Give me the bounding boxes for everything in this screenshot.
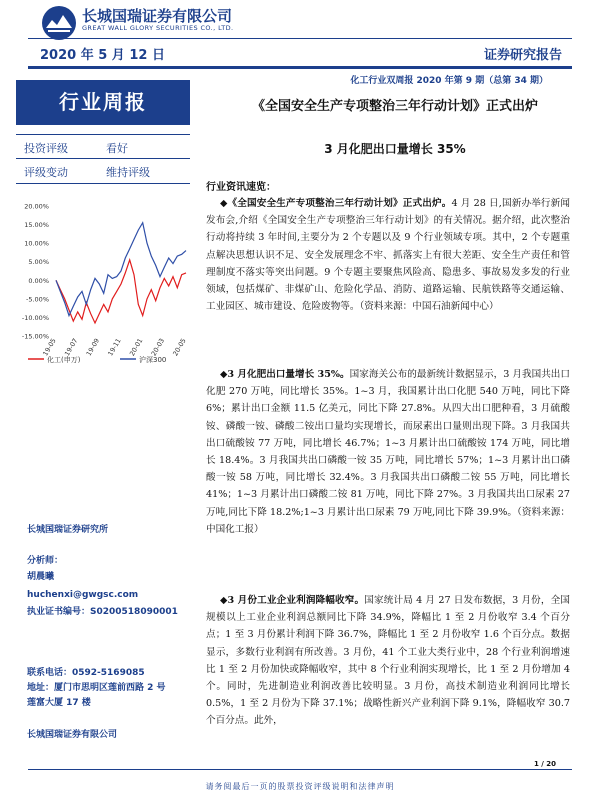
- report-type: 证券研究报告: [483, 48, 562, 63]
- report-date: 2020 年 5 月 12 日: [40, 48, 165, 63]
- main-title: 《全国安全生产专项整治三年行动计划》正式出炉: [251, 99, 538, 114]
- disclaimer: 请务阅最后一页的股票投资评级说明和法律声明: [205, 782, 395, 791]
- divider: [16, 134, 190, 135]
- divider: [28, 38, 572, 39]
- news-lead: ◆《全国安全生产专项整治三年行动计划》正式出炉。: [220, 198, 452, 209]
- issue-label: 化工行业双周报 2020 年第 9 期（总第 34 期）: [350, 76, 548, 86]
- divider: [28, 66, 572, 69]
- analyst-label: 分析师：: [27, 556, 64, 566]
- y-tick-label: 5.00%: [28, 258, 49, 267]
- sub-title: 3 月化肥出口量增长 35%: [324, 142, 466, 156]
- y-tick-label: 0.00%: [28, 276, 49, 285]
- research-institute: 长城国瑞证券研究所: [27, 525, 109, 535]
- x-tick-label: 20-03: [149, 337, 167, 358]
- address-line: 莲富大厦 17 楼: [27, 698, 91, 708]
- analyst-name: 胡晨曦: [27, 572, 55, 582]
- rating-row: [16, 136, 190, 158]
- y-tick-label: 15.00%: [24, 221, 49, 230]
- contact-phone: 联系电话：0592-5169085: [27, 668, 145, 678]
- company-name-en: GREAT WALL GLORY SECURITIES CO., LTD.: [82, 24, 234, 32]
- y-tick-label: -15.00%: [21, 332, 49, 341]
- certificate-number: 执业证书编号：S0200518090001: [27, 607, 178, 617]
- y-tick-label: 10.00%: [24, 239, 49, 248]
- legend-label: 沪深300: [139, 356, 167, 364]
- x-tick-label: 20-05: [171, 337, 188, 358]
- rating-key: 投资评级: [24, 142, 68, 155]
- x-tick-label: 19-05: [41, 337, 58, 358]
- rating-value: 维持评级: [106, 166, 150, 179]
- news-paragraph: [206, 366, 570, 538]
- divider: [28, 769, 572, 770]
- y-tick-label: 20.00%: [24, 202, 49, 211]
- analyst-email[interactable]: huchenxi@gwgsc.com: [27, 590, 139, 600]
- section-title: 行业资讯速览：: [206, 182, 276, 193]
- rating-key: 评级变动: [24, 166, 68, 179]
- news-lead: ◆3 月份工业企业利润降幅收窄。: [220, 595, 365, 606]
- series-line-1: [56, 223, 186, 316]
- performance-chart: [10, 196, 195, 366]
- page-number: 1 / 20: [533, 760, 556, 768]
- company-name: 长城国瑞证券有限公司: [82, 7, 233, 25]
- company-logo-icon: [40, 4, 78, 42]
- company-name-footer: 长城国瑞证券有限公司: [27, 730, 118, 740]
- x-tick-label: 19-07: [63, 337, 80, 358]
- rating-value: 看好: [106, 142, 128, 155]
- news-text: 国家统计局 4 月 27 日发布数据，3 月份，全国规模以上工业企业利润总额同比下降 34.9%，降幅比 1 至 2 月份收窄 3.4 个百分点；1 至 3 月份累计利润下降 36.7%，降幅比 1 至 2 月份收窄 1.6 个百分点。数据显示，多数行业利润有所改善。3 月份，41 个工业大类行业中，28 个行业利润增速比 1 至 2 月份加快或降幅收窄，其中 8 个行业利润实现增长，比 1 至 2 月份增加 4 个。同时，先进制造业利润改善比较明显。3 月份，高技术制造业利润同比增长 0.5%，1 至 2 月份为下降 37.1%；战略性新兴产业利润下降 9.1%，降幅收窄 30.7 个百分点。此外，: [206, 595, 570, 727]
- news-lead: ◆3 月化肥出口量增长 35%。: [220, 369, 350, 380]
- address-line: 地址：厦门市思明区莲前西路 2 号: [27, 683, 166, 693]
- news-text: 国家海关公布的最新统计数据显示，3 月我国共出口化肥 270 万吨，同比增长 35%。1~3 月，我国累计出口化肥 540 万吨，同比下降 6%；累计出口金额 11.5 亿美元，同比下降 27.8%。从四大出口肥种看，3 月硫酸铵、磷酸一铵、磷酸二铵出口量均实现增长，而尿素出口量则出现下降。3 月我国共出口硫酸铵 77 万吨，同比增长 46.7%；1~3 月累计出口硫酸铵 174 万吨，同比增长 18.4%。3 月我国共出口磷酸一铵 35 万吨，同比增长 57%；1~3 月累计出口磷酸一铵 58 万吨，同比增长 32.4%。3 月我国共出口磷酸二铵 55 万吨，同比增长 41%；1~3 月累计出口磷酸二铵 81 万吨，同比下降 27%。3 月我国共出口尿素 27 万吨,同比下降 18.2%;1~3 月累计出口尿素 79 万吨,同比下降 39.9%。（资料来源：中国化工报）: [206, 369, 571, 535]
- legend-label: 化工(申万): [47, 356, 81, 364]
- y-tick-label: -5.00%: [26, 295, 49, 304]
- news-text: 4 月 28 日,国新办举行新闻发布会,介绍《全国安全生产专项整治三年行动计划》的有关情况。据介绍，此次整治行动将持续 3 年时间,主要分为 2 个专题以及 9 个行业领域专项。其中，2 个专题重点解决思想认识不足、安全发展理念不牢、抓落实上有很大差距、安全生产责任和管理制度不落实等突出问题。9 个专题主要聚焦风险高、隐患多、事故易发多发的行业领域，包括煤矿、非煤矿山、危险化学品、消防、道路运输、民航铁路等交通运输、工业园区、城市建设、危险废物等。（资料来源：中国石油新闻中心）: [206, 198, 570, 313]
- rating-row: [16, 160, 190, 182]
- x-tick-label: 20-01: [128, 337, 145, 358]
- report-category-box: 行业周报: [16, 80, 190, 125]
- news-paragraph: [206, 592, 570, 730]
- news-paragraph: [206, 195, 570, 315]
- x-tick-label: 19-09: [84, 337, 102, 358]
- y-tick-label: -10.00%: [21, 313, 49, 322]
- divider: [16, 183, 190, 184]
- divider: [16, 158, 190, 159]
- x-tick-label: 19-11: [106, 337, 123, 358]
